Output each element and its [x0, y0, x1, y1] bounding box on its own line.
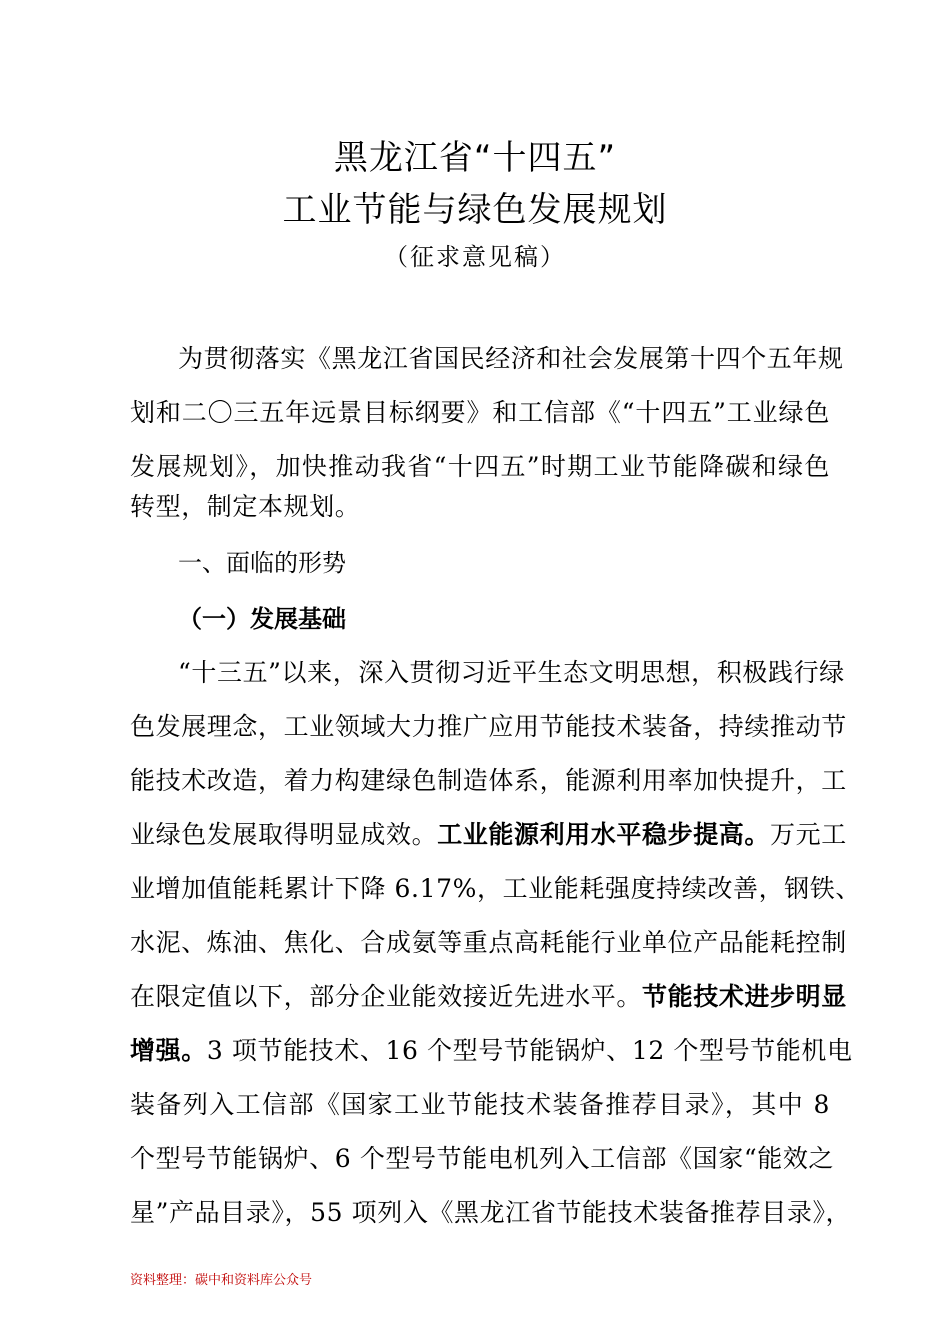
body-line-4-text: 业绿色发展取得明显成效。 — [130, 820, 438, 849]
body-line-2: 色发展理念，工业领域大力推广应用节能技术装备，持续推动节 — [130, 712, 847, 741]
intro-line-1: 为贯彻落实《黑龙江省国民经济和社会发展第十四个五年规 — [178, 344, 844, 373]
body-line-7-text: 在限定值以下，部分企业能效接近先进水平。 — [130, 982, 643, 1011]
section-heading: 一、面临的形势 — [178, 549, 346, 577]
body-line-10: 个型号节能锅炉、6 个型号节能电机列入工信部《国家“能效之 — [130, 1144, 835, 1173]
body-line-9: 装备列入工信部《国家工业节能技术装备推荐目录》，其中 8 — [130, 1090, 830, 1119]
body-line-5: 业增加值能耗累计下降 6.17%，工业能耗强度持续改善，钢铁、 — [130, 874, 861, 903]
intro-line-4: 转型，制定本规划。 — [130, 492, 361, 521]
intro-line-3: 发展规划》，加快推动我省“十四五”时期工业节能降碳和绿色 — [130, 452, 830, 481]
body-line-4 — [130, 819, 847, 851]
intro-line-2: 划和二〇三五年远景目标纲要》和工信部《“十四五”工业绿色 — [130, 398, 830, 427]
body-line-4-tail: 万元工 — [770, 820, 847, 849]
body-line-8-text: 3 项节能技术、16 个型号节能锅炉、12 个型号节能机电 — [206, 1036, 853, 1065]
body-line-1: “十三五”以来，深入贯彻习近平生态文明思想，积极践行绿 — [178, 658, 845, 687]
document-title-line2: 工业节能与绿色发展规划 — [282, 190, 668, 230]
body-line-6: 水泥、炼油、焦化、合成氨等重点高耗能行业单位产品能耗控制 — [130, 928, 847, 957]
document-subtitle: （征求意见稿） — [384, 243, 566, 271]
body-line-7 — [130, 981, 847, 1013]
highlight-tech-progress: 节能技术进步明显 — [642, 982, 847, 1011]
highlight-energy-efficiency: 工业能源利用水平稳步提高。 — [437, 820, 771, 849]
document-title-line1: 黑龙江省“十四五” — [333, 138, 617, 178]
body-line-3: 能技术改造，着力构建绿色制造体系，能源利用率加快提升，工 — [130, 766, 847, 795]
subsection-heading: （一）发展基础 — [178, 604, 346, 633]
highlight-tech-progress-end: 增强。 — [130, 1036, 207, 1065]
body-line-8 — [130, 1035, 853, 1067]
footer-source-note: 资料整理：碳中和资料库公众号 — [130, 1273, 313, 1288]
body-line-11: 星”产品目录》，55 项列入《黑龙江省节能技术装备推荐目录》， — [130, 1198, 852, 1227]
